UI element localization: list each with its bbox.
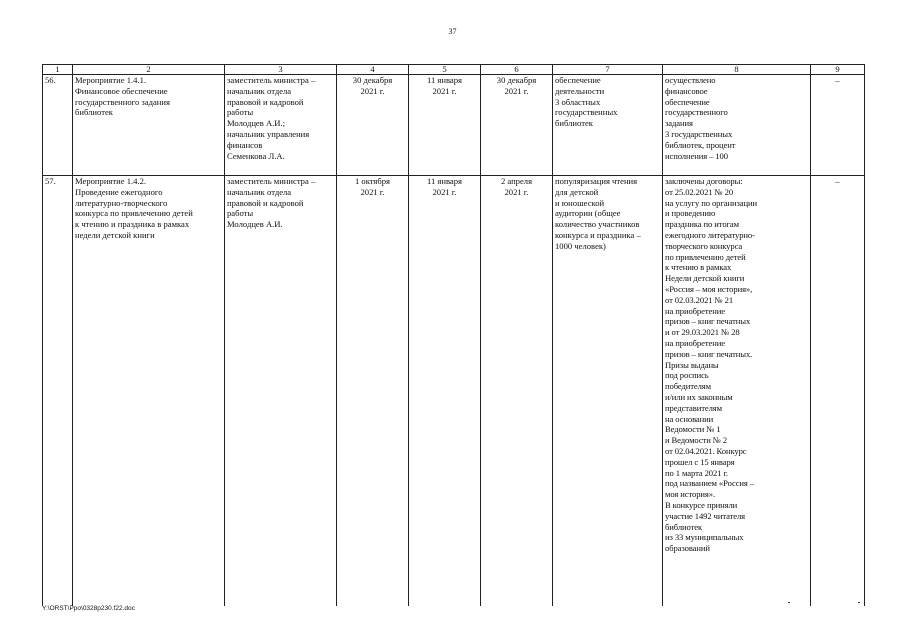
expected-result: популяризация чтения для детской и юношеской аудитории (общее количество участников конкурса и праздника – 1000 человек): [553, 176, 663, 607]
actual-result: осуществлено финансовое обеспечение государственного задания 3 государственных библиотек, процент исполнения – 100: [663, 75, 811, 176]
report-table: [42, 64, 865, 606]
row-number: 57.: [43, 176, 73, 607]
note: –: [811, 75, 865, 176]
actual-date: 30 декабря 2021 г.: [481, 75, 553, 176]
plan-date: 1 октября 2021 г.: [337, 176, 409, 607]
actual-result: заключены договоры: от 25.02.2021 № 20 на услугу по организации и проведению праздника по итогам ежегодного литературно- творческого конкурса по привлечению детей к чтению в рамках Недели детской книги «Россия – моя история», от 02.03.2021 № 21 на приобретение призов – книг печатных и от 29.03.2021 № 28 на приобретение призов – книг печатных. Призы выданы под роспись победителям и/или их законным представителям на основании Ведомости № 1 и Ведомости № 2 от 02.04.2021. Конкурс прошел с 15 января по 1 марта 2021 г. под названием «Россия – моя история». В конкурсе приняли участие 1492 читателя библиотек из 33 муниципальных образований: [663, 176, 811, 607]
note: –: [811, 176, 865, 607]
plan-date: 30 декабря 2021 г.: [337, 75, 409, 176]
column-number-row: [43, 65, 865, 75]
event-name: Мероприятие 1.4.1. Финансовое обеспечение государственного задания библиотек: [73, 75, 225, 176]
responsible-person: заместитель министра – начальник отдела правовой и кадровой работы Молодцев А.И.: [225, 176, 337, 607]
column-number: 9: [811, 65, 865, 75]
column-number: 6: [481, 65, 553, 75]
row-number: 56.: [43, 75, 73, 176]
actual-date: 2 апреля 2021 г.: [481, 176, 553, 607]
column-number: 1: [43, 65, 73, 75]
expected-result: обеспечение деятельности 3 областных государственных библиотек: [553, 75, 663, 176]
scan-mark: [858, 602, 860, 603]
table-row: [43, 176, 865, 607]
column-number: 5: [409, 65, 481, 75]
page-number: 37: [448, 27, 457, 36]
scan-mark: [788, 602, 790, 603]
table-row: [43, 75, 865, 176]
start-date: 11 января 2021 г.: [409, 75, 481, 176]
column-number: 7: [553, 65, 663, 75]
document-path: Y:\ORST\Ppo\0328p230.f22.doc: [42, 605, 135, 612]
start-date: 11 января 2021 г.: [409, 176, 481, 607]
column-number: 3: [225, 65, 337, 75]
column-number: 4: [337, 65, 409, 75]
column-number: 8: [663, 65, 811, 75]
responsible-person: заместитель министра – начальник отдела правовой и кадровой работы Молодцев А.И.; начальник управления финансов Семенкова Л.А.: [225, 75, 337, 176]
column-number: 2: [73, 65, 225, 75]
event-name: Мероприятие 1.4.2. Проведение ежегодного литературно-творческого конкурса по привлечению детей к чтению и праздника в рамках недели детской книги: [73, 176, 225, 607]
